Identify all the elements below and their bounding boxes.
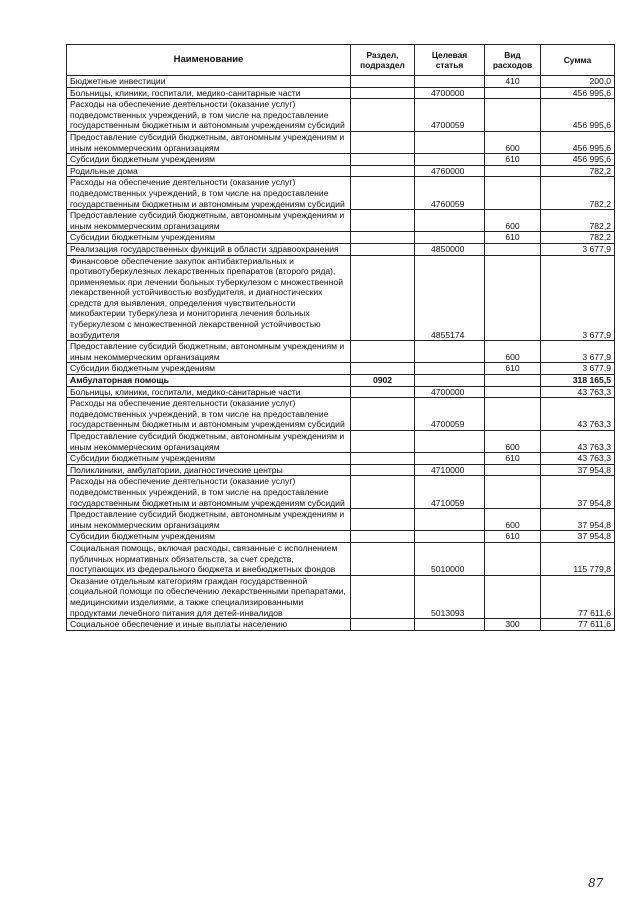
row-sum: 115 779,8 xyxy=(541,542,615,575)
table-row xyxy=(67,154,615,166)
row-target xyxy=(415,431,485,453)
table-row xyxy=(67,619,615,631)
row-section xyxy=(351,476,415,509)
row-name: Предоставление субсидий бюджетным, автономным учреждениям и иным некоммерческим организациям xyxy=(67,341,351,363)
row-section xyxy=(351,255,415,341)
row-sum: 77 611,6 xyxy=(541,619,615,631)
row-name: Бюджетные инвестиции xyxy=(67,76,351,88)
row-section xyxy=(351,154,415,166)
row-sum: 456 995,6 xyxy=(541,154,615,166)
row-target: 4700000 xyxy=(415,386,485,398)
row-name: Предоставление субсидий бюджетным, автономным учреждениям и иным некоммерческим организациям xyxy=(67,509,351,531)
row-sum: 3 677,9 xyxy=(541,243,615,255)
row-sum: 782,2 xyxy=(541,177,615,210)
row-target: 4710059 xyxy=(415,476,485,509)
table-body xyxy=(67,76,615,631)
row-target: 4710000 xyxy=(415,464,485,476)
row-name: Больницы, клиники, госпитали, медико-санитарные части xyxy=(67,386,351,398)
table-row xyxy=(67,375,615,387)
row-section xyxy=(351,165,415,177)
row-sum: 37 954,8 xyxy=(541,464,615,476)
header-target: Целевая статья xyxy=(415,45,485,76)
row-section xyxy=(351,398,415,431)
row-sum: 3 677,9 xyxy=(541,363,615,375)
row-target xyxy=(415,131,485,153)
row-type xyxy=(485,464,541,476)
row-name: Предоставление субсидий бюджетным, автономным учреждениям и иным некоммерческим организациям xyxy=(67,210,351,232)
row-type xyxy=(485,87,541,99)
row-type: 610 xyxy=(485,154,541,166)
row-section xyxy=(351,177,415,210)
row-target: 4760059 xyxy=(415,177,485,210)
table-row xyxy=(67,453,615,465)
row-name: Больницы, клиники, госпитали, медико-санитарные части xyxy=(67,87,351,99)
row-name: Поликлиники, амбулатории, диагностические центры xyxy=(67,464,351,476)
row-section xyxy=(351,386,415,398)
row-type xyxy=(485,398,541,431)
row-section xyxy=(351,619,415,631)
row-sum: 43 763,3 xyxy=(541,386,615,398)
row-type: 600 xyxy=(485,341,541,363)
row-target xyxy=(415,453,485,465)
table-row xyxy=(67,165,615,177)
row-name: Реализация государственных функций в области здравоохранения xyxy=(67,243,351,255)
row-name: Расходы на обеспечение деятельности (оказание услуг) подведомственных учреждений, в том числе на предоставление государственным бюджетным и автономным учреждениям субсидий xyxy=(67,177,351,210)
row-type: 610 xyxy=(485,531,541,543)
row-type xyxy=(485,255,541,341)
row-name: Родильные дома xyxy=(67,165,351,177)
budget-table-container xyxy=(66,44,615,631)
row-type: 600 xyxy=(485,431,541,453)
row-sum: 37 954,8 xyxy=(541,476,615,509)
budget-table xyxy=(66,44,615,631)
table-row xyxy=(67,476,615,509)
row-sum: 318 165,5 xyxy=(541,375,615,387)
row-type xyxy=(485,542,541,575)
table-row xyxy=(67,431,615,453)
row-type: 610 xyxy=(485,453,541,465)
row-sum: 77 611,6 xyxy=(541,575,615,618)
row-type: 600 xyxy=(485,131,541,153)
row-target xyxy=(415,76,485,88)
table-row xyxy=(67,398,615,431)
table-row xyxy=(67,243,615,255)
header-section: Раздел, подраздел xyxy=(351,45,415,76)
row-section xyxy=(351,509,415,531)
table-row xyxy=(67,76,615,88)
row-sum: 43 763,3 xyxy=(541,398,615,431)
table-row xyxy=(67,509,615,531)
row-name: Оказание отдельным категориям граждан государственной социальной помощи по обеспечению лекарственными препаратами, медицинскими изделиями, а также специализированными продуктами лечебного питания для детей-инвалидов xyxy=(67,575,351,618)
table-row xyxy=(67,177,615,210)
row-sum: 782,2 xyxy=(541,210,615,232)
row-target xyxy=(415,531,485,543)
table-header-row xyxy=(67,45,615,76)
row-type xyxy=(485,165,541,177)
row-sum: 456 995,6 xyxy=(541,131,615,153)
row-name: Субсидии бюджетным учреждениям xyxy=(67,531,351,543)
row-section xyxy=(351,531,415,543)
table-row xyxy=(67,363,615,375)
row-sum: 3 677,9 xyxy=(541,255,615,341)
row-target xyxy=(415,509,485,531)
table-row xyxy=(67,542,615,575)
row-name: Предоставление субсидий бюджетным, автономным учреждениям и иным некоммерческим организациям xyxy=(67,431,351,453)
table-row xyxy=(67,87,615,99)
row-name: Социальное обеспечение и иные выплаты населению xyxy=(67,619,351,631)
table-row xyxy=(67,99,615,132)
row-type: 610 xyxy=(485,232,541,244)
row-target xyxy=(415,210,485,232)
row-sum: 456 995,6 xyxy=(541,99,615,132)
row-sum: 43 763,3 xyxy=(541,431,615,453)
row-sum: 37 954,8 xyxy=(541,509,615,531)
row-section xyxy=(351,341,415,363)
row-type xyxy=(485,99,541,132)
row-section xyxy=(351,464,415,476)
row-target: 4700000 xyxy=(415,87,485,99)
row-type: 410 xyxy=(485,76,541,88)
row-name: Предоставление субсидий бюджетным, автономным учреждениям и иным некоммерческим организациям xyxy=(67,131,351,153)
row-section xyxy=(351,542,415,575)
row-section xyxy=(351,76,415,88)
table-row xyxy=(67,255,615,341)
table-row xyxy=(67,531,615,543)
table-row xyxy=(67,131,615,153)
row-name: Социальная помощь, включая расходы, связанные с исполнением публичных нормативных обязательств, за счет средств, поступающих из федерального бюджета и внебюджетных фондов xyxy=(67,542,351,575)
table-row xyxy=(67,232,615,244)
row-target xyxy=(415,341,485,363)
row-target xyxy=(415,154,485,166)
row-name: Финансовое обеспечение закупок антибактериальных и противотуберкулезных лекарственных препаратов (второго ряда), применяемых при лечении больных туберкулезом с множественной лекарственной устойчивостью возбудителя, и диагностических средств для выявления, определения чувствительности микобактерии туберкулеза и мониторинга лечения больных туберкулезом с множественной лекарственной устойчивостью возбудителя xyxy=(67,255,351,341)
row-type xyxy=(485,575,541,618)
row-name: Амбулаторная помощь xyxy=(67,375,351,387)
row-section xyxy=(351,99,415,132)
row-section: 0902 xyxy=(351,375,415,387)
row-section xyxy=(351,453,415,465)
row-sum: 43 763,3 xyxy=(541,453,615,465)
header-type: Вид расходов xyxy=(485,45,541,76)
row-target: 4700059 xyxy=(415,398,485,431)
row-section xyxy=(351,210,415,232)
row-type xyxy=(485,375,541,387)
row-section xyxy=(351,243,415,255)
row-target: 5013093 xyxy=(415,575,485,618)
row-target: 4855174 xyxy=(415,255,485,341)
row-section xyxy=(351,431,415,453)
row-section xyxy=(351,131,415,153)
row-sum: 200,0 xyxy=(541,76,615,88)
row-target xyxy=(415,375,485,387)
row-name: Расходы на обеспечение деятельности (оказание услуг) подведомственных учреждений, в том числе на предоставление государственным бюджетным и автономным учреждениям субсидий xyxy=(67,398,351,431)
table-row xyxy=(67,386,615,398)
row-target xyxy=(415,232,485,244)
row-name: Субсидии бюджетным учреждениям xyxy=(67,232,351,244)
row-sum: 456 995,6 xyxy=(541,87,615,99)
row-section xyxy=(351,575,415,618)
row-type xyxy=(485,476,541,509)
table-row xyxy=(67,341,615,363)
row-type xyxy=(485,243,541,255)
row-sum: 782,2 xyxy=(541,165,615,177)
row-name: Расходы на обеспечение деятельности (оказание услуг) подведомственных учреждений, в том числе на предоставление государственным бюджетным и автономным учреждениям субсидий xyxy=(67,99,351,132)
row-sum: 37 954,8 xyxy=(541,531,615,543)
row-type xyxy=(485,177,541,210)
row-type: 300 xyxy=(485,619,541,631)
row-sum: 782,2 xyxy=(541,232,615,244)
row-type: 600 xyxy=(485,210,541,232)
row-type xyxy=(485,386,541,398)
row-section xyxy=(351,363,415,375)
row-name: Субсидии бюджетным учреждениям xyxy=(67,363,351,375)
header-name: Наименование xyxy=(67,45,351,76)
row-type: 600 xyxy=(485,509,541,531)
row-target: 4760000 xyxy=(415,165,485,177)
row-section xyxy=(351,232,415,244)
table-row xyxy=(67,210,615,232)
header-sum: Сумма xyxy=(541,45,615,76)
row-target xyxy=(415,619,485,631)
row-target: 4700059 xyxy=(415,99,485,132)
row-name: Субсидии бюджетным учреждениям xyxy=(67,154,351,166)
row-name: Субсидии бюджетным учреждениям xyxy=(67,453,351,465)
row-target xyxy=(415,363,485,375)
page-number: 87 xyxy=(588,876,604,890)
table-row xyxy=(67,464,615,476)
row-target: 4850000 xyxy=(415,243,485,255)
row-sum: 3 677,9 xyxy=(541,341,615,363)
row-name: Расходы на обеспечение деятельности (оказание услуг) подведомственных учреждений, в том числе на предоставление государственным бюджетным и автономным учреждениям субсидий xyxy=(67,476,351,509)
table-row xyxy=(67,575,615,618)
row-type: 610 xyxy=(485,363,541,375)
row-target: 5010000 xyxy=(415,542,485,575)
row-section xyxy=(351,87,415,99)
